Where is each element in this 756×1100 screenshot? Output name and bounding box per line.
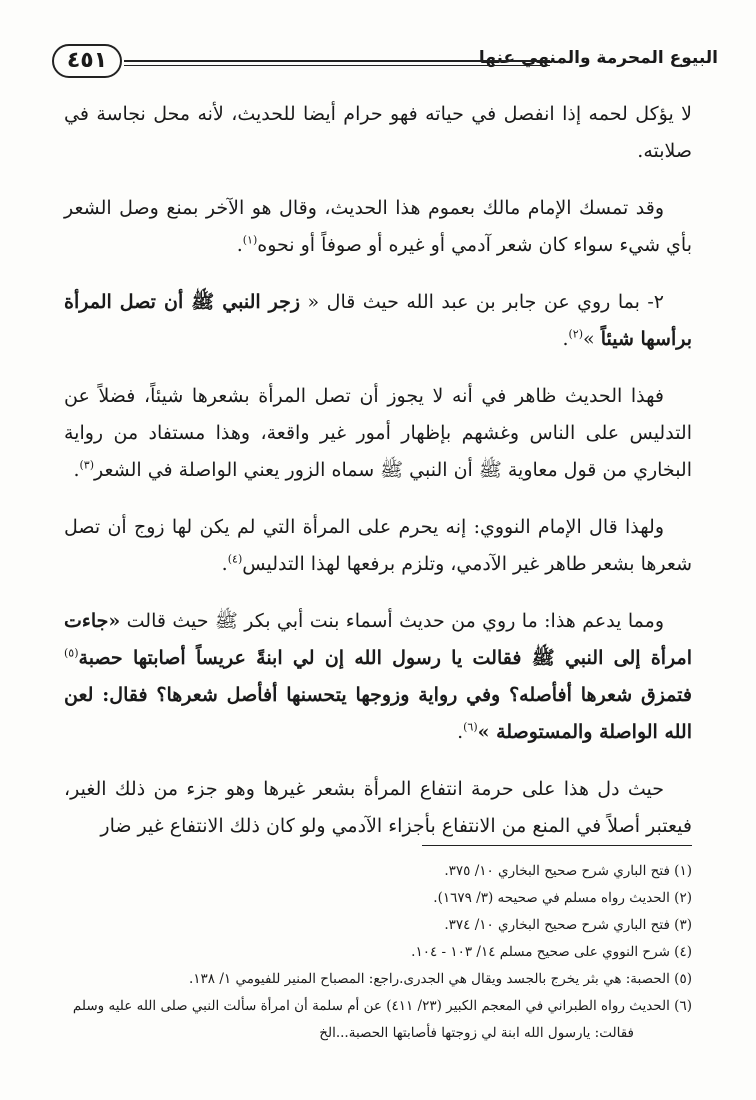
paragraph: [64, 771, 692, 845]
paragraph: ومما يدعم هذا: ما روي من حديث أسماء بنت أبي بكر ﷺ حيث قالت «جاءت امرأة إلى النبي ﷺ فقالت يا رسول الله إن لي ابنةً عريساً أصابتها حصبة$^{(٥)}$ فتمزق شعرها أفأصله؟ وفي رواية وزوجها يتحسنها أفأصل شعرها؟ فقال: لعن الله الواصلة والمستوصلة »$^{(٦)}$.: [64, 610, 692, 743]
footnote-divider: [422, 845, 692, 846]
paragraph-text: حيث دل هذا على حرمة انتفاع المرأة بشعر غيرها وهو جزء من ذلك الغير، فيعتبر أصلاً في المنع من الانتفاع بأجزاء الآدمي ولو كان ذلك الانتفاع غير ضار: [64, 778, 692, 837]
footnote-ref[interactable]: (٦): [463, 720, 478, 734]
hadith-quote: زجر النبي ﷺ أن تصل المرأة برأسها شيئاً: [64, 291, 692, 350]
paragraph: ٢- بما روي عن جابر بن عبد الله حيث قال « زجر النبي ﷺ أن تصل المرأة برأسها شيئاً »$^{(٢)}$.: [64, 291, 692, 350]
paragraph-text: ٢- بما روي عن جابر بن عبد الله حيث قال «: [307, 291, 664, 313]
quote-close: »: [583, 328, 595, 350]
footnote-ref[interactable]: (٥): [64, 646, 79, 660]
paragraph-text: فهذا الحديث ظاهر في أنه لا يجوز أن تصل المرأة بشعرها شيئاً، فضلاً عن التدليس على الناس وغشهم بإظهار أمور غير واقعة، وهذا مستفاد من رواية البخاري من قول معاوية ﷺ أن النبي ﷺ سماه الزور يعني الواصلة في الشعر: [64, 385, 692, 481]
paragraph: ولهذا قال الإمام النووي: إنه يحرم على المرأة التي لم يكن لها زوج أن تصل شعرها بشعر طاهر غير الآدمي، وتلزم برفعها لهذا التدليس$^{(٤)}$.: [64, 516, 692, 575]
page-header: [52, 38, 718, 88]
running-title: البيوع المحرمة والمنهي عنها: [478, 48, 718, 68]
paragraph-text: ومما يدعم هذا: ما روي من حديث أسماء بنت أبي بكر ﷺ حيث قالت: [126, 610, 664, 632]
footnote-item: (١) فتح الباري شرح صحيح البخاري ١٠/ ٣٧٥.: [444, 863, 692, 879]
footnote-item: (٣) فتح الباري شرح صحيح البخاري ١٠/ ٣٧٤.: [444, 917, 692, 933]
footnote-item: (٥) الحصبة: هي بثر يخرج بالجسد ويقال هي الجدرى.راجع: المصباح المنير للفيومي ١/ ١٣٨.: [188, 971, 692, 987]
footnote-ref[interactable]: (١): [242, 233, 258, 247]
footnote-continuation: فقالت: يارسول الله ابنة لي زوجتها فأصابتها الحصبة...الخ: [319, 1025, 634, 1041]
footnote-item: (٢) الحديث رواه مسلم في صحيحه (٣/ ١٦٧٩).: [433, 890, 692, 906]
paragraph-text: ولهذا قال الإمام النووي: إنه يحرم على المرأة التي لم يكن لها زوج أن تصل شعرها بشعر طاهر غير الآدمي، وتلزم برفعها لهذا التدليس: [64, 516, 692, 575]
footnotes: [64, 858, 692, 1047]
footnote-ref[interactable]: (٤): [227, 552, 243, 566]
paragraph: فهذا الحديث ظاهر في أنه لا يجوز أن تصل المرأة بشعرها شيئاً، فضلاً عن التدليس على الناس وغشهم بإظهار أمور غير واقعة، وهذا مستفاد من رواية البخاري من قول معاوية ﷺ أن النبي ﷺ سماه الزور يعني الواصلة في الشعر$^{(٣)}$.: [64, 385, 692, 481]
footnote-item: (٤) شرح النووي على صحيح مسلم ١٤/ ١٠٣ - ١٠٤.: [411, 944, 692, 960]
hadith-quote: «جاءت امرأة إلى النبي ﷺ فقالت يا رسول الله إن لي ابنةً عريساً أصابتها حصبة: [64, 610, 692, 669]
page-number: ٤٥١: [52, 44, 122, 78]
header-rule: [124, 60, 550, 69]
paragraph-text: لا يؤكل لحمه إذا انفصل في حياته فهو حرام أيضا للحديث، لأنه محل نجاسة في صلابته.: [64, 103, 692, 162]
footnote-ref[interactable]: (٣): [79, 458, 95, 472]
paragraph: وقد تمسك الإمام مالك بعموم هذا الحديث، وقال هو الآخر بمنع وصل الشعر بأي شيء سواء كان شعر آدمي أو غيره أو صوفاً أو نحوه$^{(١)}$.: [64, 197, 692, 256]
hadith-quote: فتمزق شعرها أفأصله؟ وفي رواية وزوجها يتحسنها أفأصل شعرها؟ فقال: لعن الله الواصلة والمستوصلة »: [64, 684, 692, 743]
paragraph: [64, 96, 692, 170]
footnote-item: (٦) الحديث رواه الطبراني في المعجم الكبير (٢٣/ ٤١١) عن أم سلمة أن امرأة سألت النبي صلى الله عليه وسلم: [72, 998, 692, 1014]
main-text: [64, 96, 692, 865]
footnote-ref[interactable]: (٢): [568, 327, 584, 341]
paragraph-text: وقد تمسك الإمام مالك بعموم هذا الحديث، وقال هو الآخر بمنع وصل الشعر بأي شيء سواء كان شعر آدمي أو غيره أو صوفاً أو نحوه: [64, 197, 692, 256]
